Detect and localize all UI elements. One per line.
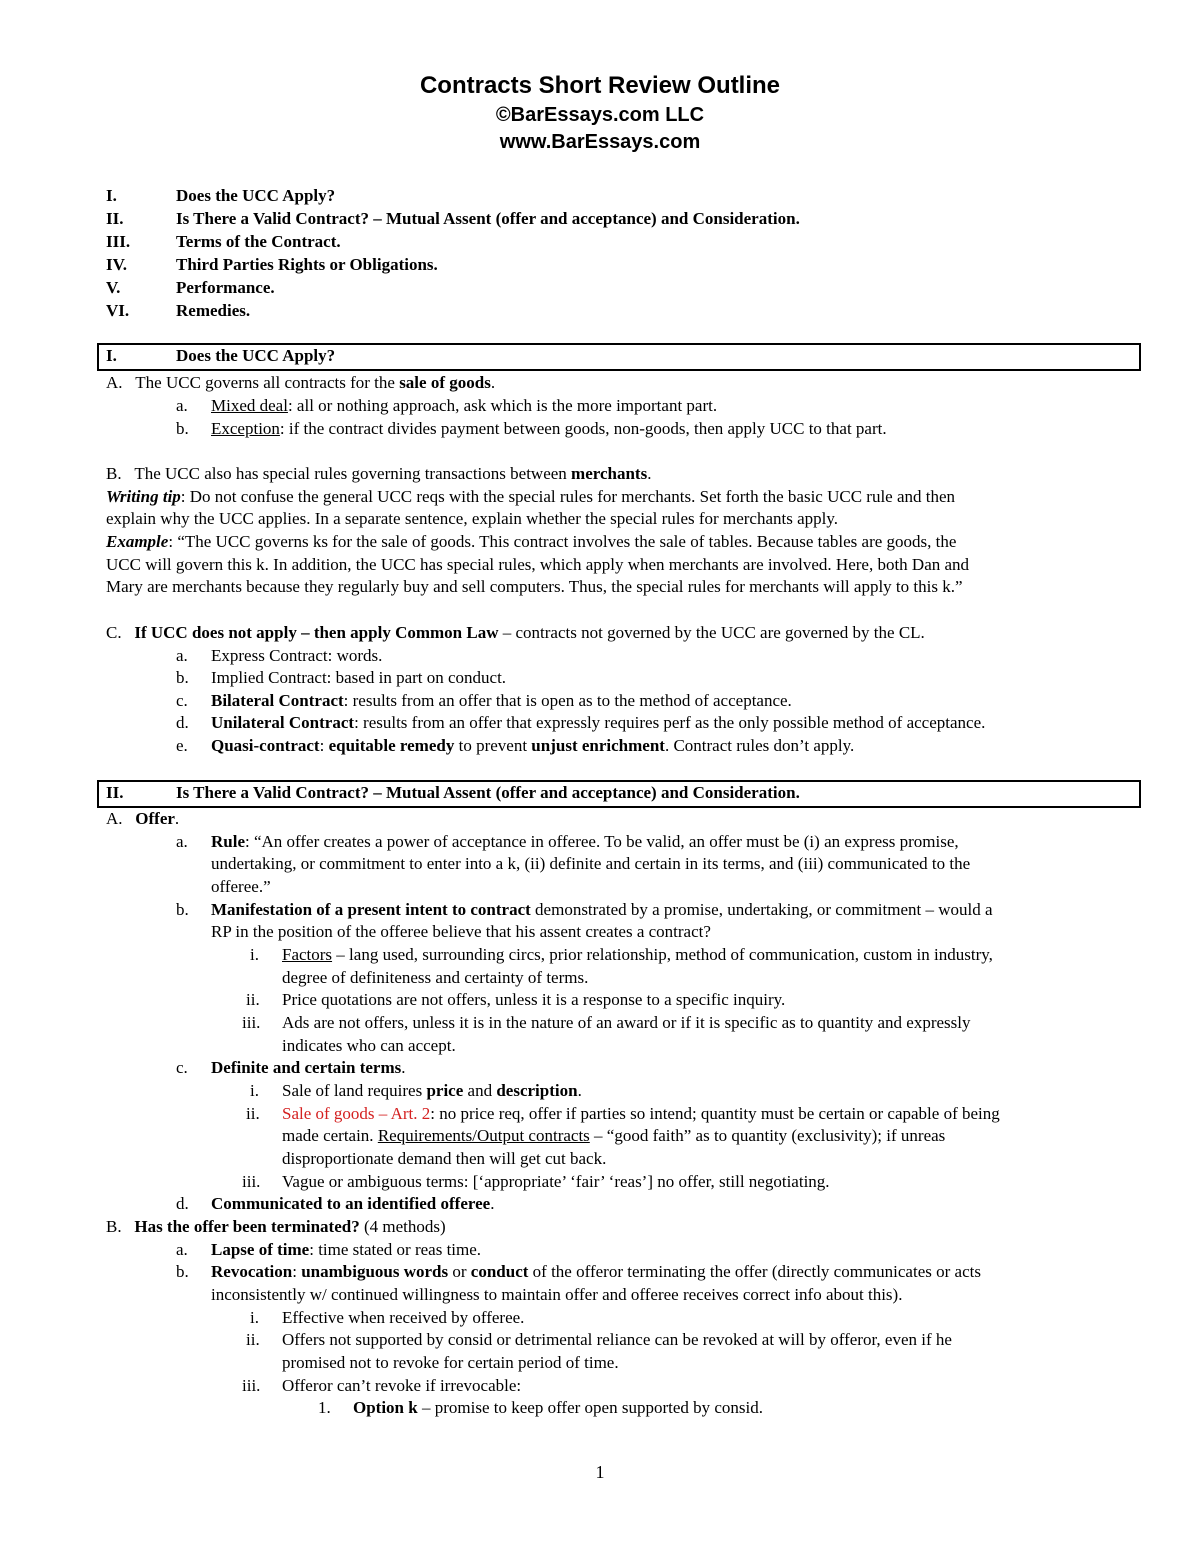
- outline-label: a.: [176, 832, 188, 851]
- outline-item: Offeror can’t revoke if irrevocable:: [282, 1376, 522, 1395]
- outline-item: Bilateral Contract: results from an offer that is open as to the method of acceptance.: [211, 691, 792, 710]
- outline-item: Factors – lang used, surrounding circs, prior relationship, method of communication, custom in industry,: [282, 945, 993, 964]
- outline-item: Communicated to an identified offeree.: [211, 1194, 495, 1213]
- outline-label: iii.: [242, 1376, 261, 1395]
- outline-item: A. The UCC governs all contracts for the sale of goods.: [106, 373, 496, 392]
- outline-item: Sale of land requires price and description.: [282, 1081, 582, 1100]
- outline-label: i.: [250, 945, 259, 964]
- outline-item-cont: promised not to revoke for certain period of time.: [282, 1353, 619, 1372]
- outline-label: i.: [250, 1308, 259, 1327]
- outline-label: c.: [176, 691, 188, 710]
- outline-item-cont: undertaking, or commitment to enter into a k, (ii) definite and certain in its terms, and (iii) communicated to the: [211, 854, 971, 873]
- outline-item: B. Has the offer been terminated? (4 methods): [106, 1217, 446, 1236]
- outline-item: C. If UCC does not apply – then apply Common Law – contracts not governed by the UCC are governed by the CL.: [106, 623, 925, 642]
- outline-item-cont: RP in the position of the offeree believe that his assent creates a contract?: [211, 922, 711, 941]
- outline-label: b.: [176, 900, 189, 919]
- page-number: 1: [595, 1462, 605, 1482]
- document-title: Contracts Short Review Outline: [419, 72, 781, 99]
- outline-label: ii.: [246, 990, 260, 1009]
- outline-item: Exception: if the contract divides payment between goods, non-goods, then apply UCC to that part.: [211, 419, 887, 438]
- outline-item: Revocation: unambiguous words or conduct of the offeror terminating the offer (directly communicates or acts: [211, 1262, 981, 1281]
- outline-item: Lapse of time: time stated or reas time.: [211, 1240, 482, 1259]
- section-heading-box: [97, 780, 1141, 808]
- outline-item-cont: offeree.”: [211, 877, 271, 896]
- example-cont: Mary are merchants because they regularly buy and sell computers. Thus, the special rules for merchants will apply to this k.”: [106, 577, 963, 596]
- outline-label: iii.: [242, 1172, 261, 1191]
- outline-item: Quasi-contract: equitable remedy to prevent unjust enrichment. Contract rules don’t apply.: [211, 736, 855, 755]
- outline-label: c.: [176, 1058, 188, 1077]
- website-line: www.BarEssays.com: [499, 131, 701, 153]
- section-number: II.: [106, 783, 124, 802]
- outline-item: Option k – promise to keep offer open supported by consid.: [353, 1398, 764, 1417]
- outline-item: Express Contract: words.: [211, 646, 383, 665]
- outline-label: a.: [176, 396, 188, 415]
- example-cont: UCC will govern this k. In addition, the UCC has special rules, which apply when merchants are involved. Here, both Dan and: [106, 555, 970, 574]
- outline-item: Sale of goods – Art. 2: no price req, offer if parties so intend; quantity must be certain or capable of being: [282, 1104, 1000, 1123]
- outline-label: a.: [176, 1240, 188, 1259]
- outline-item: Implied Contract: based in part on conduct.: [211, 668, 507, 687]
- outline-item-cont: made certain. Requirements/Output contracts – “good faith” as to quantity (exclusivity); if unreas: [282, 1126, 946, 1145]
- outline-item-cont: disproportionate demand then will get cut back.: [282, 1149, 607, 1168]
- outline-item-cont: indicates who can accept.: [282, 1036, 456, 1055]
- outline-item: Ads are not offers, unless it is in the nature of an award or if it is specific as to quantity and expressly: [282, 1013, 971, 1032]
- outline-label: b.: [176, 668, 189, 687]
- copyright-line: ©BarEssays.com LLC: [495, 104, 705, 126]
- outline-item: Manifestation of a present intent to contract demonstrated by a promise, undertaking, or commitment – would a: [211, 900, 993, 919]
- outline-label: 1.: [318, 1398, 331, 1417]
- outline-item: Offers not supported by consid or detrimental reliance can be revoked at will by offeror, even if he: [282, 1330, 952, 1349]
- outline-item: Unilateral Contract: results from an offer that expressly requires perf as the only possible method of acceptance.: [211, 713, 986, 732]
- outline-item: Mixed deal: all or nothing approach, ask which is the more important part.: [211, 396, 718, 415]
- outline-item: Effective when received by offeree.: [282, 1308, 525, 1327]
- outline-label: a.: [176, 646, 188, 665]
- outline-label: ii.: [246, 1330, 260, 1349]
- outline-label: iii.: [242, 1013, 261, 1032]
- example: Example: “The UCC governs ks for the sale of goods. This contract involves the sale of tables. Because tables are goods, the: [106, 532, 957, 551]
- outline-item: Price quotations are not offers, unless it is a response to a specific inquiry.: [282, 990, 786, 1009]
- outline-item-cont: inconsistently w/ continued willingness to maintain offer and offeree receives correct info about this).: [211, 1285, 903, 1304]
- outline-label: ii.: [246, 1104, 260, 1123]
- section-number: I.: [106, 346, 117, 365]
- outline-item: Definite and certain terms.: [211, 1058, 406, 1077]
- outline-label: d.: [176, 1194, 189, 1213]
- writing-tip-cont: explain why the UCC applies. In a separate sentence, explain whether the special rules for merchants apply.: [106, 509, 838, 528]
- outline-label: i.: [250, 1081, 259, 1100]
- outline-label: d.: [176, 713, 189, 732]
- section-title: Is There a Valid Contract? – Mutual Assent (offer and acceptance) and Consideration.: [176, 783, 800, 802]
- outline-item-cont: degree of definiteness and certainty of terms.: [282, 968, 589, 987]
- outline-item: Rule: “An offer creates a power of acceptance in offeree. To be valid, an offer must be (i) an express promise,: [211, 832, 959, 851]
- writing-tip: Writing tip: Do not confuse the general UCC reqs with the special rules for merchants. Set forth the basic UCC rule and then: [106, 487, 956, 506]
- outline-item: Vague or ambiguous terms: [‘appropriate’ ‘fair’ ‘reas’] no offer, still negotiating.: [282, 1172, 830, 1191]
- outline-item: A. Offer.: [106, 809, 180, 828]
- section-title: Does the UCC Apply?: [176, 346, 336, 365]
- outline-label: b.: [176, 419, 189, 438]
- section-heading-box: [97, 343, 1141, 371]
- outline-label: e.: [176, 736, 188, 755]
- document-page: Contracts Short Review Outline ©BarEssays.com LLC www.BarEssays.com I. Does the UCC Apply? II. Is There a Valid Contract? – Mutual Assent (offer and acceptance) and Consideration. III. Terms of the Contract. IV. Third Parties Rights or Obligations. V. Performance. VI. Remedies. I. Does the UCC Apply? A. The UCC governs all contracts for the sale of goods. a. Mixed deal: all or nothing approach, ask which is the more important part. b. Exception: if the contract divides payment between goods, non-goods, then apply UCC to that part. B. The UCC also has special rules governing transactions between merchants. Writing tip: Do not confuse the general UCC reqs with the special rules for merchants. Set forth the basic UCC rule and then explain why the UCC applies. In a separate sentence, explain whether the special rules for merchants apply. Example: “The UCC governs ks for the sale of goods. This contract involves the sale of tables. Because tables are goods, the UCC will govern this k. In addition, the UCC has special rules, which apply when merchants are involved. Here, both Dan and Mary are merchants because they regularly buy and sell computers. Thus, the special rules for merchants will apply to this k.” C. If UCC does not apply – then apply Common Law – contracts not governed by the UCC are governed by the CL. a. Express Contract: words. b. Implied Contract: based in part on conduct. c. Bilateral Contract: results from an offer that is open as to the method of acceptance. d. Unilateral Contract: results from an offer that expressly requires perf as the only possible method of acceptance. e. Quasi-contract: equitable remedy to prevent unjust enrichment. Contract rules don’t apply. II. Is There a Valid Contract? – Mutual Assent (offer and acceptance) and Consideration. A. Offer. a. Rule: “An offer creates a power of acceptance in offeree. To be valid, an offer must be (i) an express promise, undertaking, or commitment to enter into a k, (ii) definite and certain in its terms, and (iii) communicated to the offeree.” b. Manifestation of a present intent to contract demonstrated by a promise, undertaking, or commitment – would a RP in the position of the offeree believe that his assent creates a contract? i. Factors – lang used, surrounding circs, prior relationship, method of communication, custom in industry, degree of definiteness and certainty of terms. ii. Price quotations are not offers, unless it is a response to a specific inquiry. iii. Ads are not offers, unless it is in the nature of an award or if it is specific as to quantity and expressly indicates who can accept. c. Definite and certain terms. i. Sale of land requires price and description. ii. Sale of goods – Art. 2: no price req, offer if parties so intend; quantity must be certain or capable of being made certain. Requirements/Output contracts – “good faith” as to quantity (exclusivity); if unreas disproportionate demand then will get cut back. iii. Vague or ambiguous terms: [‘appropriate’ ‘fair’ ‘reas’] no offer, still negotiating. d. Communicated to an identified offeree. B. Has the offer been terminated? (4 methods) a. Lapse of time: time stated or reas time. b. Revocation: unambiguous words or conduct of the offeror terminating the offer (directly communicates or acts inconsistently w/ continued willingness to maintain offer and offeree receives correct info about this). i. Effective when received by offeree. ii. Offers not supported by consid or detrimental reliance can be revoked at will by offeror, even if he promised not to revoke for certain period of time. iii. Offeror can’t revoke if irrevocable: 1. Option k – promise to keep offer open supported by consid. 1: [0, 0, 1200, 1553]
- outline-item: B. The UCC also has special rules governing transactions between merchants.: [106, 464, 652, 483]
- outline-label: b.: [176, 1262, 189, 1281]
